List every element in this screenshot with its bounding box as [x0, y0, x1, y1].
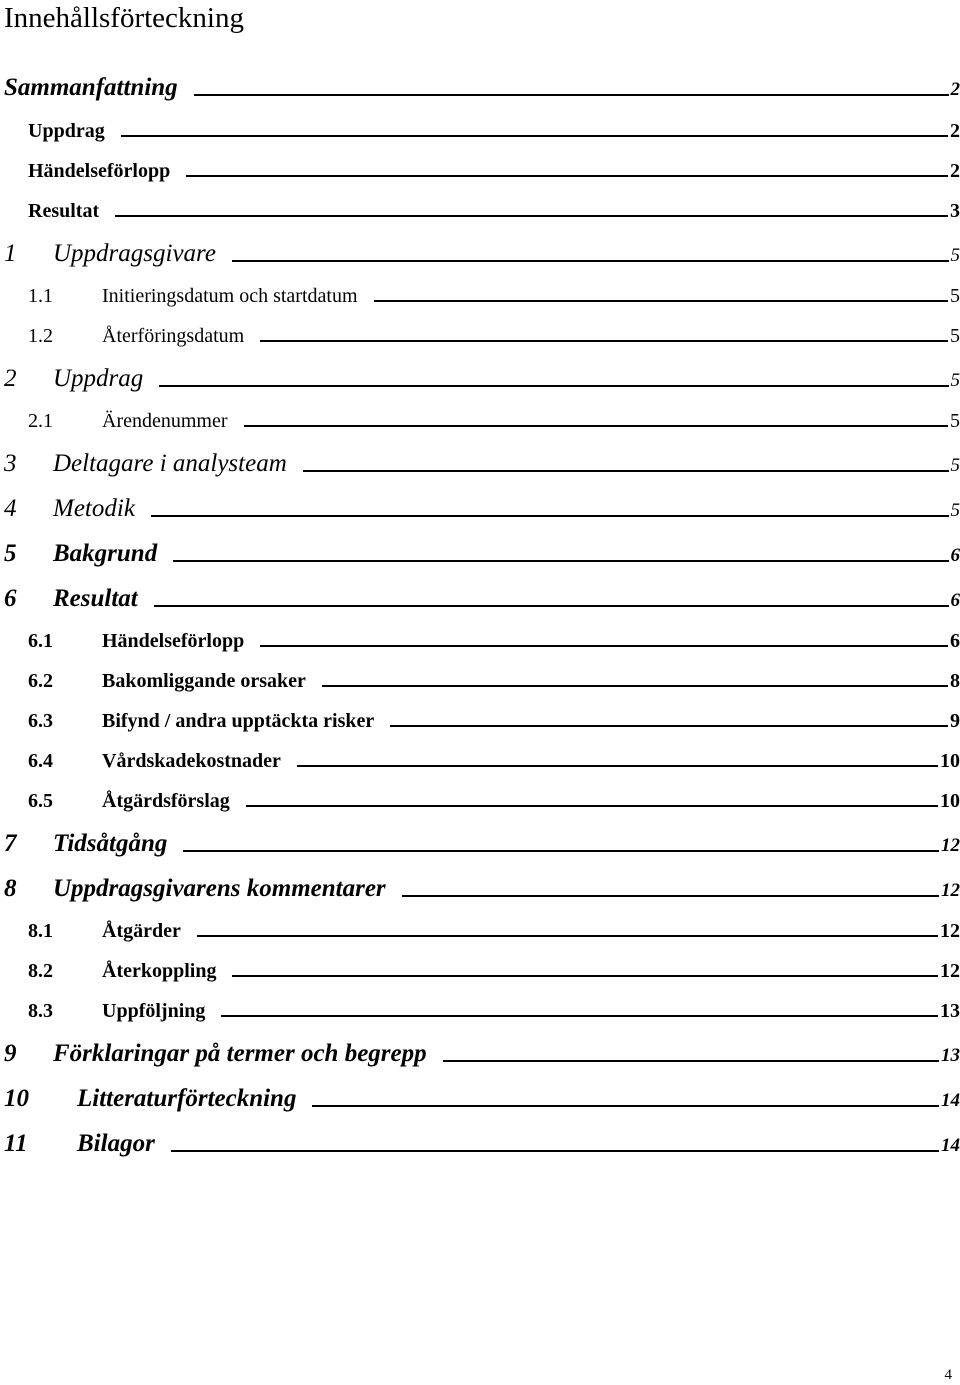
- toc-entry[interactable]: [4, 790, 960, 813]
- toc-entry-page: 14: [941, 1090, 960, 1111]
- toc-entry-title[interactable]: Händelseförlopp: [102, 630, 245, 652]
- toc-entry[interactable]: [4, 585, 960, 613]
- toc-entry-page: 9: [950, 710, 960, 732]
- toc-entry-title[interactable]: Bakomliggande orsaker: [102, 670, 306, 692]
- toc-leader-line: [115, 214, 948, 217]
- toc-entry-title[interactable]: Åtgärder: [102, 920, 181, 942]
- toc-leader-line: [171, 1149, 939, 1152]
- toc-entry-page: 5: [950, 245, 960, 266]
- toc-entry-title[interactable]: Bilagor: [77, 1130, 155, 1157]
- toc-entry-page: 5: [950, 285, 960, 307]
- toc-entry-number: 6.1: [28, 630, 53, 652]
- toc-entry-page: 6: [950, 590, 960, 611]
- toc-entry-title[interactable]: Resultat: [28, 200, 100, 222]
- toc-entry-page: 8: [950, 670, 960, 692]
- toc-entry[interactable]: [4, 325, 960, 348]
- toc-entry-number: 6.4: [28, 750, 53, 772]
- toc-entry-page: 5: [950, 455, 960, 476]
- toc-entry-number: 8.3: [28, 1000, 53, 1022]
- toc-entry[interactable]: [4, 120, 960, 143]
- toc-entry-title[interactable]: Förklaringar på termer och begrepp: [53, 1040, 427, 1067]
- toc-entry-title[interactable]: Återföringsdatum: [102, 325, 245, 347]
- toc-entry[interactable]: [4, 875, 960, 903]
- toc-entry[interactable]: [4, 750, 960, 773]
- toc-entry-number: 8.1: [28, 920, 53, 942]
- toc-leader-line: [322, 684, 948, 687]
- toc-entry[interactable]: [4, 240, 960, 268]
- toc-entry-number: 7: [4, 830, 17, 857]
- toc-entry-title[interactable]: Resultat: [53, 585, 138, 612]
- toc-entry[interactable]: [4, 160, 960, 183]
- toc-entry-title[interactable]: Litteraturförteckning: [77, 1085, 297, 1112]
- toc-entry-number: 11: [4, 1130, 28, 1157]
- toc-leader-line: [312, 1104, 939, 1107]
- toc-entry-page: 6: [950, 545, 960, 566]
- toc-leader-line: [186, 174, 948, 177]
- toc-entry-number: 1.2: [28, 325, 53, 347]
- toc-entry-number: 8.2: [28, 960, 53, 982]
- toc-entry[interactable]: [4, 670, 960, 693]
- toc-leader-line: [173, 559, 948, 562]
- toc-entry-number: 1: [4, 240, 17, 267]
- toc-entry-number: 5: [4, 540, 17, 567]
- toc-entry[interactable]: [4, 285, 960, 308]
- toc-leader-line: [232, 259, 949, 262]
- toc-entry[interactable]: [4, 1085, 960, 1113]
- toc-entry-title[interactable]: Bakgrund: [53, 540, 158, 567]
- toc-entry-page: 12: [940, 960, 960, 982]
- toc-entry-page: 6: [950, 630, 960, 652]
- toc-entry-page: 5: [950, 410, 960, 432]
- page-title: Innehållsförteckning: [4, 2, 244, 34]
- toc-leader-line: [121, 134, 948, 137]
- toc-leader-line: [402, 894, 939, 897]
- toc-leader-line: [303, 469, 949, 472]
- toc-entry-title[interactable]: Uppföljning: [102, 1000, 206, 1022]
- toc-entry-page: 13: [941, 1045, 960, 1066]
- toc-entry-number: 6.5: [28, 790, 53, 812]
- toc-entry[interactable]: [4, 1040, 960, 1068]
- toc-leader-line: [232, 974, 938, 977]
- toc-entry-title[interactable]: Händelseförlopp: [28, 160, 171, 182]
- toc-entry[interactable]: [4, 960, 960, 983]
- toc-entry[interactable]: [4, 365, 960, 393]
- toc-entry[interactable]: [4, 920, 960, 943]
- toc-entry-number: 4: [4, 495, 17, 522]
- toc-entry-page: 10: [940, 750, 960, 772]
- toc-entry-number: 9: [4, 1040, 17, 1067]
- toc-leader-line: [260, 644, 948, 647]
- toc-leader-line: [151, 514, 949, 517]
- toc-entry-title[interactable]: Metodik: [53, 495, 135, 522]
- toc-leader-line: [244, 424, 948, 427]
- toc-entry-title[interactable]: Uppdrag: [28, 120, 105, 142]
- toc-entry-number: 3: [4, 450, 17, 477]
- toc-leader-line: [246, 804, 938, 807]
- toc-entry-page: 3: [950, 200, 960, 222]
- toc-entry[interactable]: [4, 540, 960, 568]
- toc-entry-page: 13: [940, 1000, 960, 1022]
- toc-leader-line: [194, 93, 949, 96]
- toc-entry[interactable]: [4, 1000, 960, 1023]
- toc-entry-page: 12: [941, 880, 960, 901]
- toc-entry-title[interactable]: Sammanfattning: [4, 74, 178, 101]
- toc-entry-title[interactable]: Ärendenummer: [102, 410, 228, 432]
- toc-entry-page: 2: [950, 120, 960, 142]
- toc-entry-number: 2: [4, 365, 17, 392]
- toc-entry[interactable]: [4, 710, 960, 733]
- toc-entry[interactable]: [4, 1130, 960, 1158]
- toc-entry-number: 1.1: [28, 285, 53, 307]
- toc-leader-line: [297, 764, 938, 767]
- toc-entry-number: 6.3: [28, 710, 53, 732]
- toc-entry-title[interactable]: Uppdragsgivarens kommentarer: [53, 875, 386, 902]
- toc-entry-number: 6: [4, 585, 17, 612]
- toc-entry-title[interactable]: Tidsåtgång: [53, 830, 168, 857]
- toc-leader-line: [443, 1059, 939, 1062]
- toc-entry-title[interactable]: Åtgärdsförslag: [102, 790, 230, 812]
- page-number: 4: [944, 1367, 952, 1383]
- toc-entry-number: 8: [4, 875, 17, 902]
- toc-entry[interactable]: [4, 410, 960, 433]
- toc-entry-number: 10: [4, 1085, 29, 1112]
- toc-entry-title[interactable]: Uppdrag: [53, 365, 144, 392]
- toc-entry-page: 5: [950, 325, 960, 347]
- toc-entry-page: 12: [941, 835, 960, 856]
- toc-leader-line: [221, 1014, 938, 1017]
- toc-leader-line: [154, 604, 949, 607]
- toc-entry-number: 2.1: [28, 410, 53, 432]
- toc-entry-title[interactable]: Återkoppling: [102, 960, 217, 982]
- toc-entry-page: 5: [950, 370, 960, 391]
- toc-entry-page: 2: [950, 79, 960, 100]
- toc-entry[interactable]: [4, 200, 960, 223]
- toc-entry-page: 2: [950, 160, 960, 182]
- toc-entry-title[interactable]: Vårdskadekostnader: [102, 750, 281, 772]
- toc-entry[interactable]: [4, 450, 960, 478]
- toc-leader-line: [183, 849, 939, 852]
- toc-entry-title[interactable]: Initieringsdatum och startdatum: [102, 285, 358, 307]
- toc-entry-number: 6.2: [28, 670, 53, 692]
- toc-entry-page: 14: [941, 1135, 960, 1156]
- toc-leader-line: [374, 299, 949, 302]
- toc-leader-line: [390, 724, 948, 727]
- toc-entry[interactable]: [4, 630, 960, 653]
- toc-entry[interactable]: [4, 74, 960, 102]
- toc-entry[interactable]: [4, 830, 960, 858]
- toc-entry-title[interactable]: Bifynd / andra upptäckta risker: [102, 710, 375, 732]
- toc-leader-line: [260, 339, 948, 342]
- toc-entry-title[interactable]: Deltagare i analysteam: [53, 450, 287, 477]
- toc-leader-line: [197, 934, 938, 937]
- toc-entry[interactable]: [4, 495, 960, 523]
- toc-entry-page: 10: [940, 790, 960, 812]
- toc-entry-page: 5: [950, 500, 960, 521]
- toc-entry-page: 12: [940, 920, 960, 942]
- toc-entry-title[interactable]: Uppdragsgivare: [53, 240, 216, 267]
- toc-leader-line: [159, 384, 948, 387]
